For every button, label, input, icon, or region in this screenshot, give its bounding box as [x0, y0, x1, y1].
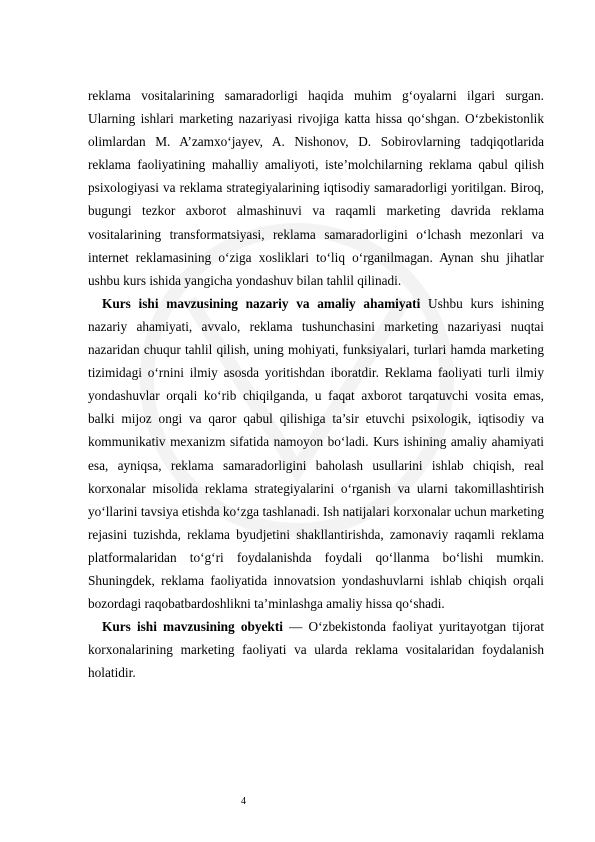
paragraph-intro-continuation	[88, 84, 544, 292]
paragraph-object	[88, 615, 544, 684]
paragraph-text: — O‘zbekistonda faoliyat yuritayotgan tijorat korxonalarining marketing faoliyati va ularda reklama vositalaridan foydalanish holatidir.	[88, 619, 545, 681]
paragraph-text: reklama vositalarining samaradorligi haqida muhim g‘oyalarni ilgari surgan. Ularning ishlari marketing nazariyasi rivojiga katta hissa qo‘shgan. O‘zbekistonlik olimlardan M. A’zamxo‘jayev, A. Nishonov, D. Sobirovlarning tadqiqotlarida reklama faoliyatining mahalliy amaliyoti, iste’molchilarning reklama qabul qilish psixologiyasi va reklama strategiyalarining iqtisodiy samaradorligi yoritilgan. Biroq, bugungi tezkor axborot almashinuvi va raqamli marketing davrida reklama vositalarining transformatsiyasi, reklama samaradorligini o‘lchash mezonlari va internet reklamasining o‘ziga xosliklari to‘liq o‘rganilmagan. Aynan shu jihatlar ushbu kurs ishida yangicha yondashuv bilan tahlil qilinadi.	[88, 88, 544, 288]
paragraph-heading: Kurs ishi mavzusining obyekti	[102, 619, 283, 635]
paragraph-text: Ushbu kurs ishining nazariy ahamiyati, avvalo, reklama tushunchasini marketing nazariyasi nuqtai nazaridan chuqur tahlil qilish, uning mohiyati, funksiyalari, turlari hamda marketing tizimidagi o‘rnini ilmiy asosda yoritishdan iboratdir. Reklama faoliyati turli ilmiy yondashuvlar orqali ko‘rib chiqilganda, u faqat axborot tarqatuvchi vosita emas, balki mijoz ongi va qaror qabul qilishiga ta’sir etuvchi psixologik, iqtisodiy va kommunikativ mexanizm sifatida namoyon bo‘ladi. Kurs ishining amaliy ahamiyati esa, ayniqsa, reklama samaradorligini baholash usullarini ishlab chiqish, real korxonalar misolida reklama strategiyalarini o‘rganish va ularni takomillashtirish yo‘llarini tavsiya etishda ko‘zga tashlanadi. Ish natijalari korxonalar uchun marketing rejasini tuzishda, reklama byudjetini shakllantirishda, zamonaviy raqamli reklama platformalaridan to‘g‘ri foydalanishda foydali qo‘llanma bo‘lishi mumkin. Shuningdek, reklama faoliyatida innovatsion yondashuvlarni ishlab chiqish orqali bozordagi raqobatbardoshlikni ta’minlashga amaliy hissa qo‘shadi.	[88, 295, 544, 612]
paragraph-heading: Kurs ishi mavzusining nazariy va amaliy ahamiyati	[102, 295, 421, 311]
document-body	[88, 84, 544, 684]
page-number: 4	[241, 796, 246, 807]
paragraph-significance	[88, 292, 544, 615]
